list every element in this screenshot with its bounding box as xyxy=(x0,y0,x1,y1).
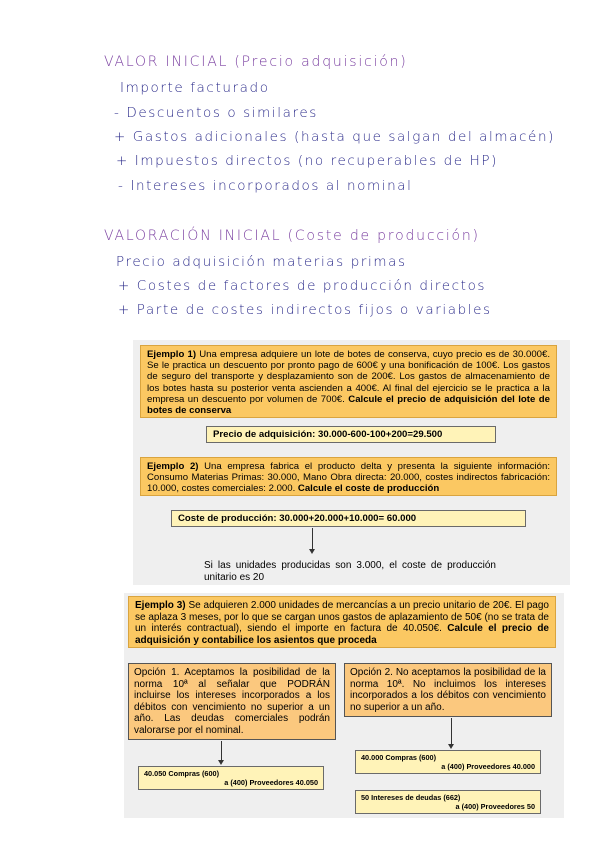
ejemplo2-answer: Coste de producción: 30.000+20.000+10.000= 60.000 xyxy=(171,510,526,527)
asiento2b-box xyxy=(355,790,541,814)
note-line-importe: Importe facturado xyxy=(120,80,270,96)
note-line-parte: + Parte de costes indirectos fijos o variables xyxy=(118,302,492,318)
ejemplo1-label: Ejemplo 1) xyxy=(147,349,197,360)
opcion1-box: Opción 1. Aceptamos la posibilidad de la norma 10ª al señalar que PODRÁN incluirse los intereses incorporados a los débitos con vencimiento no superior a un año. Las deudas comerciales podrán valorarse por el nominal. xyxy=(128,663,336,740)
ejemplo1-text: Una empresa adquiere un lote de botes de conserva, cuyo precio es de 30.000€. Se le practica un descuento por pronto pago de 600€ y una bonificación de 100€. Los gastos de seguro del transporte y desplazamiento son de 200€. Los gastos de almacenamiento de los botes hasta su posterior venta ascienden a 400€. Al final del ejercicio se le practica a la empresa un descuento por volumen de 700€. xyxy=(147,349,551,405)
ejemplo2-note: Si las unidades producidas son 3.000, el coste de producción unitario es 20 xyxy=(204,560,496,583)
ejemplo3-question: Calcule el precio de adquisición y contabilice los asientos que proceda xyxy=(135,623,549,646)
note-line-costes: + Costes de factores de producción directos xyxy=(118,278,487,294)
note-line-impuestos: + Impuestos directos (no recuperables de HP) xyxy=(116,153,498,169)
ejemplo1-answer: Precio de adquisición: 30.000-600-100+200=29.500 xyxy=(206,426,496,443)
opcion1-arrow xyxy=(221,741,222,761)
asiento2a-line1: 40.000 Compras (600) xyxy=(361,753,437,762)
ejemplo2-text: Una empresa fabrica el producto delta y presenta la siguiente información: Consumo Materias Primas: 30.000, Mano Obra directa: 20.000, costes indirectos fabricación: 10.000, costes comerciales: 2.000. xyxy=(147,461,551,495)
ejemplo1-question: Calcule el precio de adquisición del lote de botes de conserva xyxy=(147,393,550,417)
asiento1-line1: 40.050 Compras (600) xyxy=(144,769,220,778)
ejemplo2-arrow xyxy=(312,528,313,550)
asiento2b-line2: a (400) Proveedores 50 xyxy=(455,802,535,811)
note-line-gastos: + Gastos adicionales (hasta que salgan del almacén) xyxy=(114,129,555,145)
asiento2b-line1: 50 Intereses de deudas (662) xyxy=(361,793,461,802)
opcion2-arrow xyxy=(451,718,452,745)
heading-valor-inicial: VALOR INICIAL (Precio adquisición) xyxy=(104,54,408,70)
ejemplo2-label: Ejemplo 2) xyxy=(147,461,199,472)
ejemplo3-text: Se adquieren 2.000 unidades de mercancías a un precio unitario de 20€. El pago se aplaza 3 meses, por lo que se cargan unos gastos de aplazamiento de 50€ (no se trata de un interés contractual), siendo el importe en factura de 40.050€. xyxy=(135,600,549,635)
asiento1-box xyxy=(138,766,324,790)
ejemplo1-box xyxy=(140,345,557,418)
asiento1-line2: a (400) Proveedores 40.050 xyxy=(224,778,318,787)
heading-valoracion-inicial: VALORACIÓN INICIAL (Coste de producción) xyxy=(104,228,480,244)
ejemplo2-question: Calcule el coste de producción xyxy=(297,483,440,495)
ejemplo3-label: Ejemplo 3) xyxy=(135,600,186,611)
asiento2a-line2: a (400) Proveedores 40.000 xyxy=(441,762,535,771)
note-line-descuentos: - Descuentos o similares xyxy=(114,105,318,121)
opcion2-box: Opción 2. No aceptamos la posibilidad de la norma 10ª. No incluimos los intereses incorporados a los débitos con vencimiento no superior a un año. xyxy=(344,663,552,717)
note-line-intereses: - Intereses incorporados al nominal xyxy=(118,178,413,194)
asiento2a-box xyxy=(355,750,541,774)
ejemplo2-box xyxy=(140,457,557,496)
note-line-precio: Precio adquisición materias primas xyxy=(116,254,407,270)
ejemplo3-box xyxy=(128,596,556,648)
